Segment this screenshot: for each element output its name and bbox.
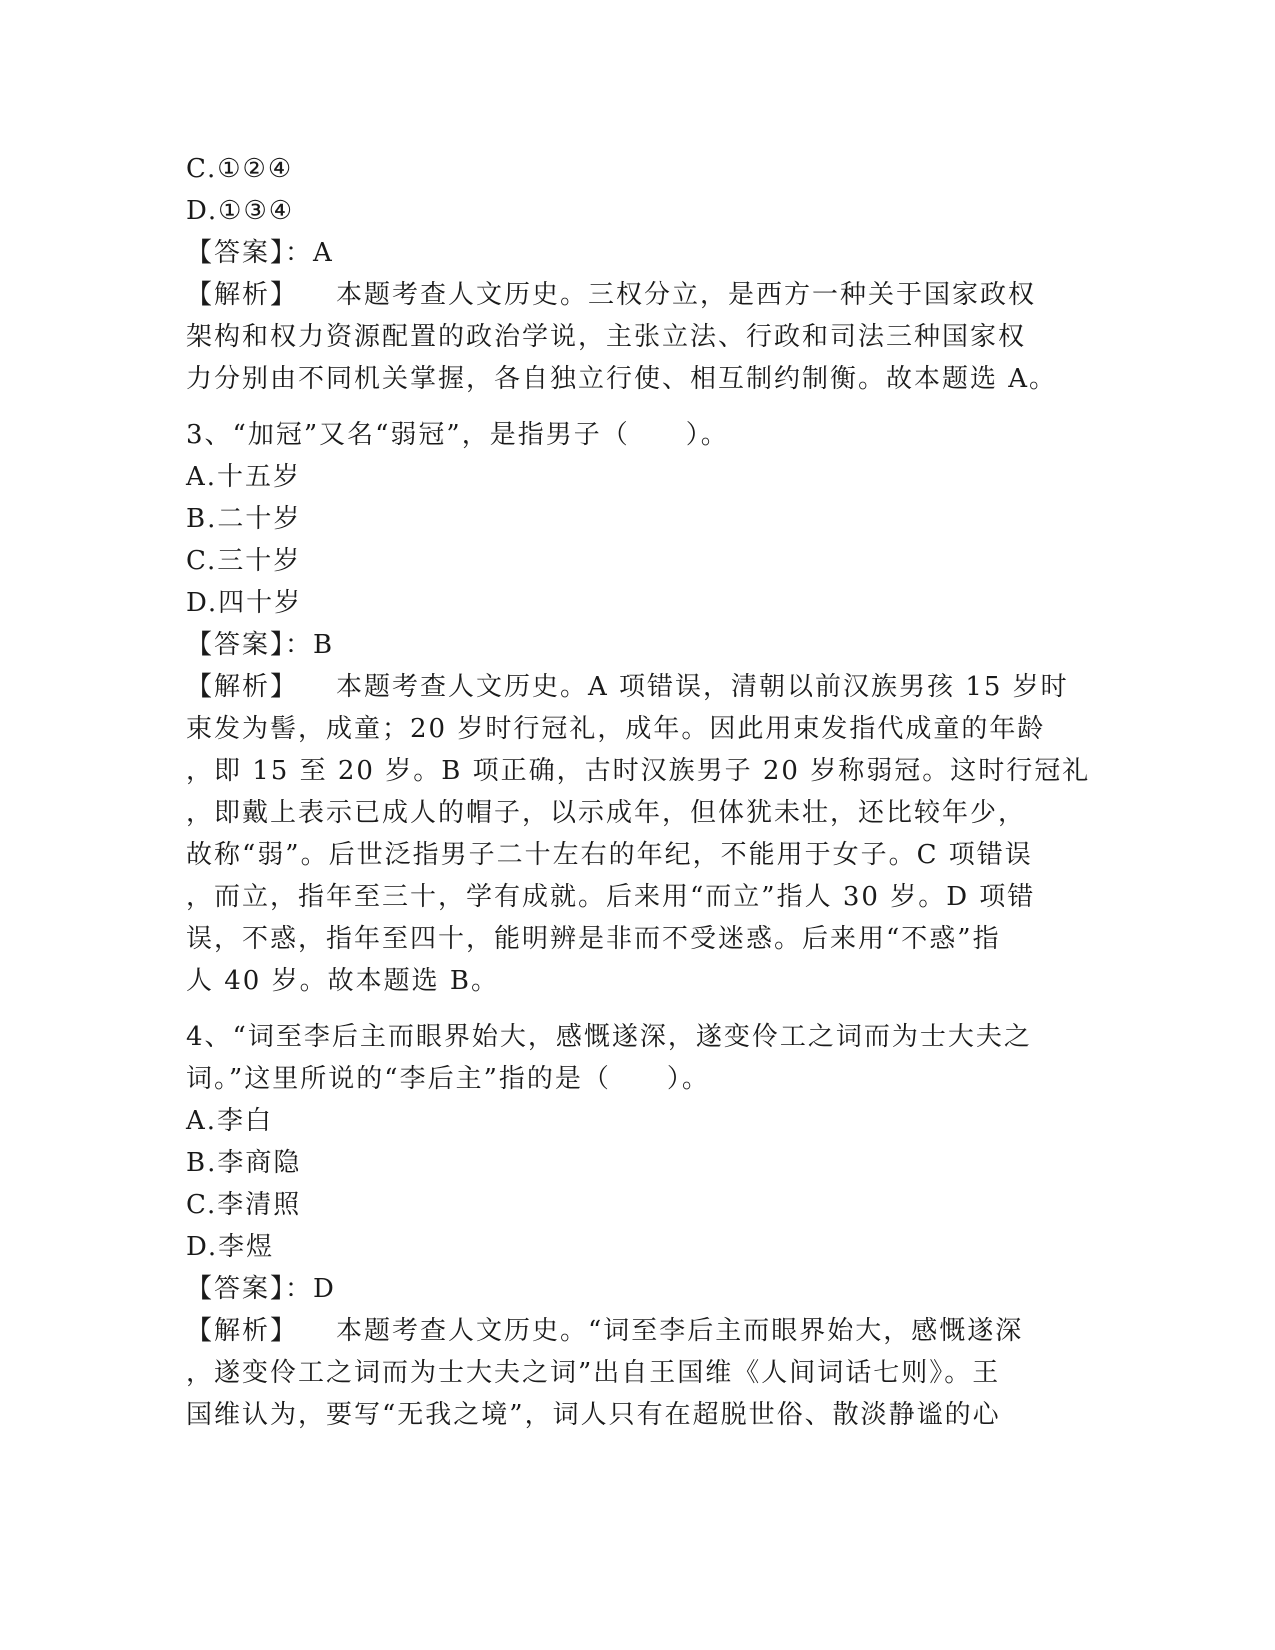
question-4-line: 4、“词至李后主而眼界始大，感慨遂深，遂变伶工之词而为士大夫之: [186, 1022, 1032, 1052]
option-b: B.二十岁: [186, 504, 302, 534]
option-a: A.李白: [186, 1106, 274, 1136]
analysis-line: 力分别由不同机关掌握，各自独立行使、相互制约制衡。故本题选 A。: [186, 364, 1058, 394]
analysis: [186, 274, 1086, 400]
question-3: 3、“加冠”又名“弱冠”，是指男子（ ）。: [186, 420, 729, 450]
analysis-line: ，即 15 至 20 岁。B 项正确，古时汉族男子 20 岁称弱冠。这时行冠礼: [186, 756, 1091, 786]
analysis: [186, 666, 1091, 1002]
option-c: C.三十岁: [186, 546, 302, 576]
question-4-line: 词。”这里所说的“李后主”指的是（ ）。: [186, 1064, 710, 1094]
option-a: A.十五岁: [186, 462, 302, 492]
analysis-line: 【解析】 本题考查人文历史。三权分立，是西方一种关于国家政权: [186, 280, 1037, 310]
option-c: C.李清照: [186, 1190, 302, 1220]
answer: 【答案】：A: [186, 238, 334, 268]
analysis-line: 架构和权力资源配置的政治学说，主张立法、行政和司法三种国家权: [186, 322, 1027, 352]
analysis-line: 误，不惑，指年至四十，能明辨是非而不受迷惑。后来用“不惑”指: [186, 924, 1001, 954]
analysis-line: ，而立，指年至三十，学有成就。后来用“而立”指人 30 岁。D 项错: [186, 882, 1036, 912]
analysis-line: 故称“弱”。后世泛指男子二十左右的年纪，不能用于女子。C 项错误: [186, 840, 1033, 870]
answer: 【答案】：B: [186, 630, 335, 660]
option-c: C.①②④: [186, 154, 294, 184]
analysis-line: 【解析】 本题考查人文历史。A 项错误，清朝以前汉族男孩 15 岁时: [186, 672, 1069, 702]
analysis-line: 束发为髻，成童；20 岁时行冠礼，成年。因此用束发指代成童的年龄: [186, 714, 1046, 744]
page-content: [186, 148, 1091, 1436]
analysis-line: ，即戴上表示已成人的帽子，以示成年，但体犹未壮，还比较年少，: [186, 798, 1027, 828]
analysis-line: 人 40 岁。故本题选 B。: [186, 966, 499, 996]
analysis-line: 国维认为，要写“无我之境”，词人只有在超脱世俗、散淡静谧的心: [186, 1400, 1001, 1430]
answer: 【答案】：D: [186, 1274, 336, 1304]
option-b: B.李商隐: [186, 1148, 302, 1178]
analysis-tag: 【解析】: [186, 280, 299, 310]
analysis: [186, 1310, 1086, 1436]
option-d: D.李煜: [186, 1232, 275, 1262]
analysis-line: 【解析】 本题考查人文历史。“词至李后主而眼界始大，感慨遂深: [186, 1316, 1024, 1346]
analysis-tag: 【解析】: [186, 1316, 299, 1346]
option-d: D.①③④: [186, 196, 295, 226]
option-d: D.四十岁: [186, 588, 303, 618]
analysis-tag: 【解析】: [186, 672, 299, 702]
analysis-line: ，遂变伶工之词而为士大夫之词”出自王国维《人间词话七则》。王: [186, 1358, 1001, 1388]
